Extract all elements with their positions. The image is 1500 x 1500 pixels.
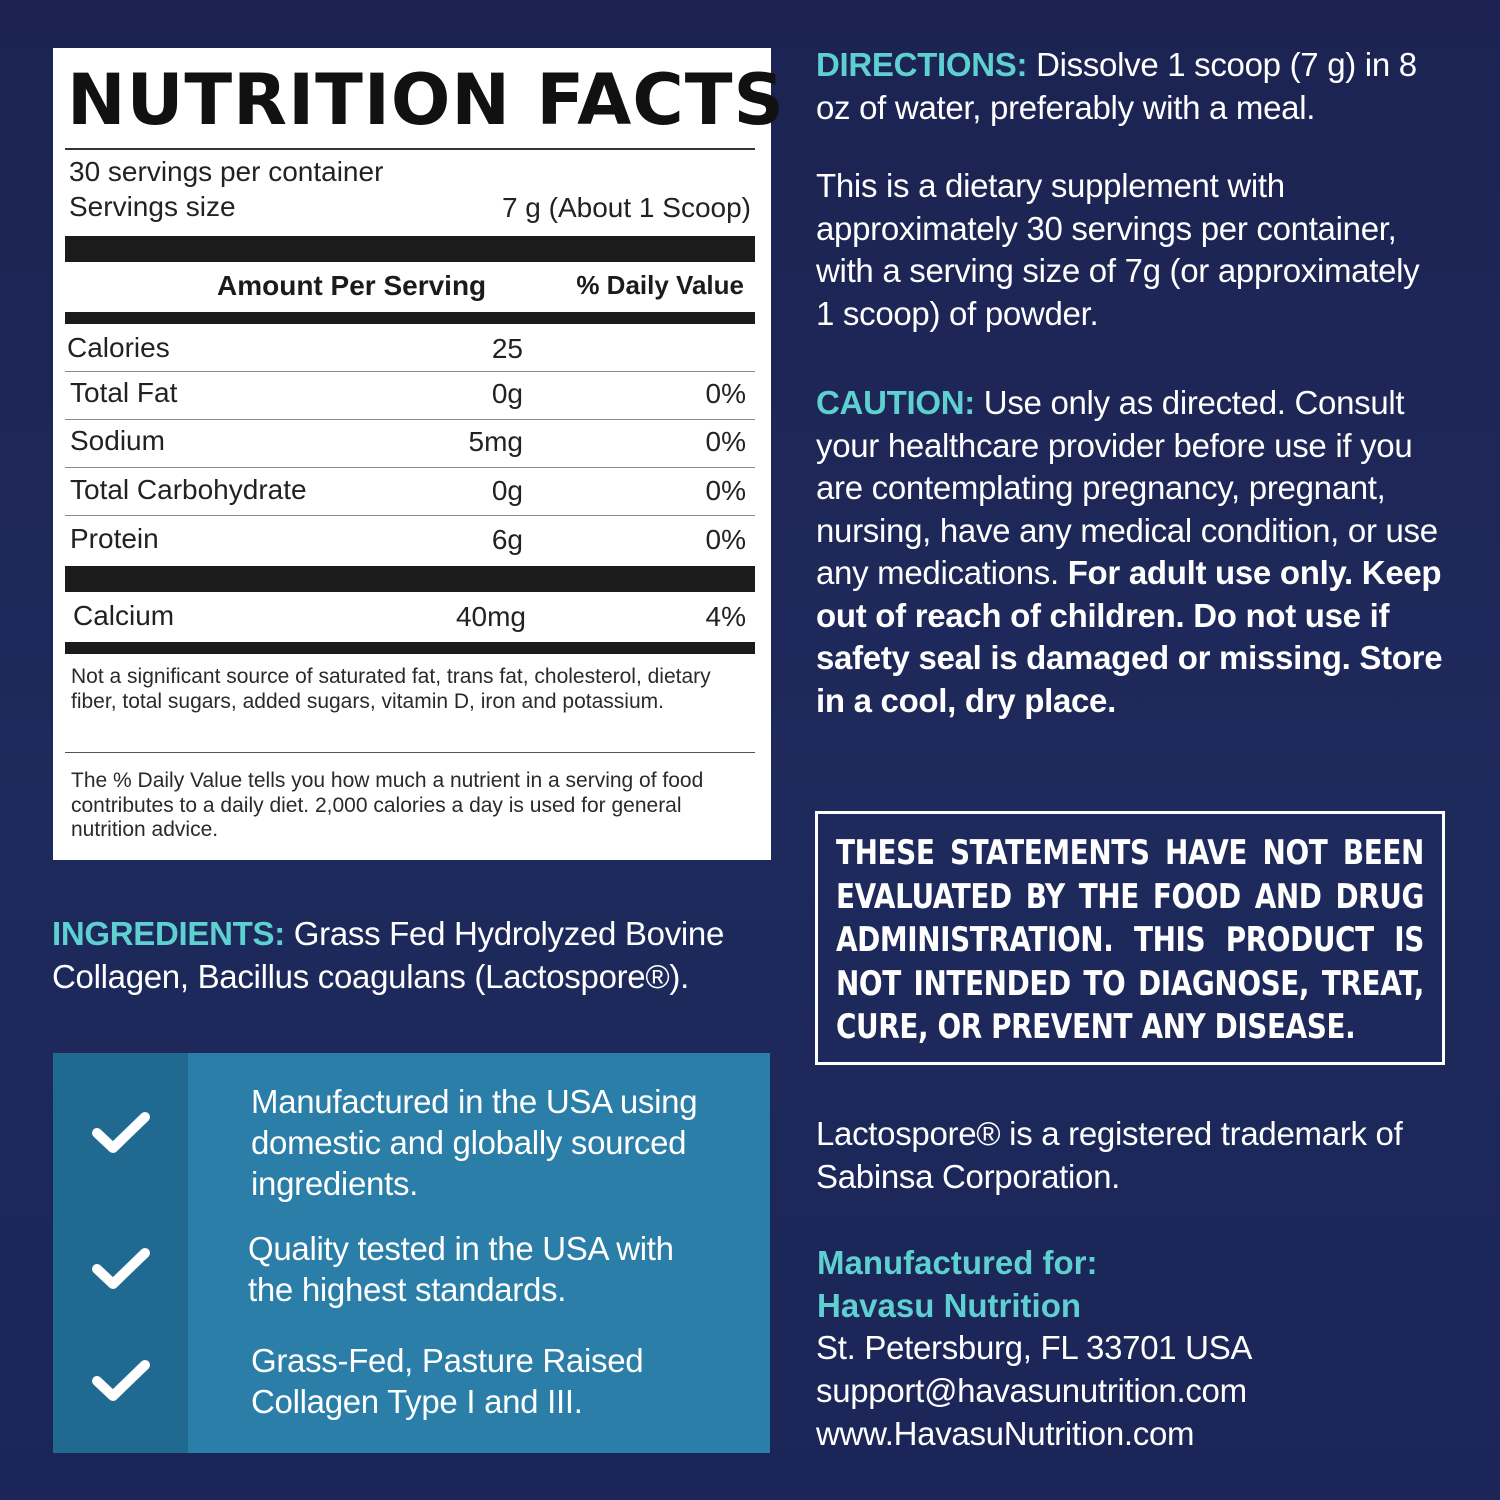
row-divider <box>65 515 755 516</box>
nutrient-name: Total Carbohydrate <box>70 474 307 505</box>
nutrient-amount: 0g <box>491 475 523 506</box>
nutrient-name: Calcium <box>73 600 175 631</box>
row-divider <box>65 419 755 420</box>
thick-divider <box>65 566 755 592</box>
nutrient-amount: 0g <box>491 378 523 409</box>
nutrient-amount: 40mg <box>455 601 526 632</box>
nutrient-name: Protein <box>70 523 159 554</box>
manufacturer-address: St. Petersburg, FL 33701 USA <box>816 1329 1253 1366</box>
divider <box>65 148 755 150</box>
nutrient-dv: 0% <box>705 426 746 457</box>
thick-divider <box>65 236 755 262</box>
servings-per-container: 30 servings per container <box>69 156 384 187</box>
thick-divider <box>65 642 755 654</box>
nutrient-amount: 25 <box>491 333 523 364</box>
serving-size-label: Servings size <box>69 191 236 222</box>
col-amount-header: Amount Per Serving <box>217 270 487 301</box>
footnote-not-significant: Not a significant source of saturated fat, trans fat, cholesterol, dietary fiber, total sugars, added sugars, vitamin D, iron and potassium. <box>71 665 711 713</box>
row-divider <box>65 371 755 372</box>
manufactured-for-label: Manufactured for: <box>817 1244 1098 1281</box>
manufacturer-name: Havasu Nutrition <box>817 1287 1082 1324</box>
trademark-note: Lactospore® is a registered trademark of Sabinsa Corporation. <box>816 1115 1403 1195</box>
ingredients-text: Grass Fed Hydrolyzed Bovine Collagen, Bacillus coagulans (Lactospore®). <box>52 915 725 995</box>
nutrient-name: Sodium <box>70 425 165 456</box>
fda-disclaimer-box <box>815 811 1445 1065</box>
footnote-daily-value: The % Daily Value tells you how much a nutrient in a serving of food contributes to a daily diet. 2,000 calories a day is used for general nutrition advice. <box>71 769 704 841</box>
feature-grass-fed: Grass-Fed, Pasture Raised Collagen Type I and III. <box>251 1342 644 1420</box>
ingredients-label: INGREDIENTS: <box>52 915 285 952</box>
fda-disclaimer-text: THESE STATEMENTS HAVE NOT BEEN EVALUATED BY THE FOOD AND DRUG ADMINISTRATION. THIS PRODUCT IS NOT INTENDED TO DIAGNOSE, TREAT, CURE, OR PREVENT ANY DISEASE. <box>836 833 1424 1047</box>
row-divider <box>65 467 755 468</box>
caution-bold-text: For adult use only. Keep out of reach of children. Do not use if safety seal is damaged or missing. Store in a cool, dry place. <box>816 554 1443 719</box>
checkmark-icon <box>91 1247 151 1291</box>
nutrition-facts-title: NUTRITION FACTS <box>67 59 785 141</box>
nutrition-facts-panel <box>53 48 785 860</box>
nutrient-dv: 4% <box>705 601 746 632</box>
features-panel <box>53 1053 770 1453</box>
directions-section <box>816 44 1456 129</box>
checkmark-icon <box>91 1111 151 1155</box>
nutrient-dv: 0% <box>705 524 746 555</box>
row-divider <box>65 752 755 753</box>
feature-quality-tested: Quality tested in the USA with the highest standards. <box>248 1230 674 1308</box>
manufacturer-email[interactable]: support@havasunutrition.com <box>816 1372 1247 1409</box>
ingredients-section <box>52 912 772 998</box>
nutrient-name: Calories <box>67 332 170 363</box>
col-dv-header: % Daily Value <box>576 270 744 300</box>
manufacturer-website[interactable]: www.HavasuNutrition.com <box>816 1415 1195 1452</box>
nutrient-dv: 0% <box>705 475 746 506</box>
caution-label: CAUTION: <box>816 384 975 421</box>
serving-size-value: 7 g (About 1 Scoop) <box>501 192 751 223</box>
nutrient-amount: 6g <box>491 524 523 555</box>
caution-text: Use only as directed. Consult your healthcare provider before use if you are contemplating pregnancy, pregnant, nursing, have any medical condition, or use any medications. <box>816 384 1438 591</box>
caution-section <box>816 382 1446 722</box>
nutrient-name: Total Fat <box>70 377 178 408</box>
nutrient-amount: 5mg <box>468 426 523 457</box>
directions-label: DIRECTIONS: <box>816 46 1028 83</box>
thick-divider <box>65 312 755 324</box>
nutrient-dv: 0% <box>705 378 746 409</box>
checkmark-icon <box>91 1359 151 1403</box>
directions-text: Dissolve 1 scoop (7 g) in 8 oz of water, preferably with a meal. <box>816 46 1417 126</box>
supplement-note: This is a dietary supplement with approximately 30 servings per container, with a serving size of 7g (or approximately 1 scoop) of powder. <box>816 167 1420 332</box>
feature-made-in-usa: Manufactured in the USA using domestic and globally sourced ingredients. <box>251 1083 698 1202</box>
